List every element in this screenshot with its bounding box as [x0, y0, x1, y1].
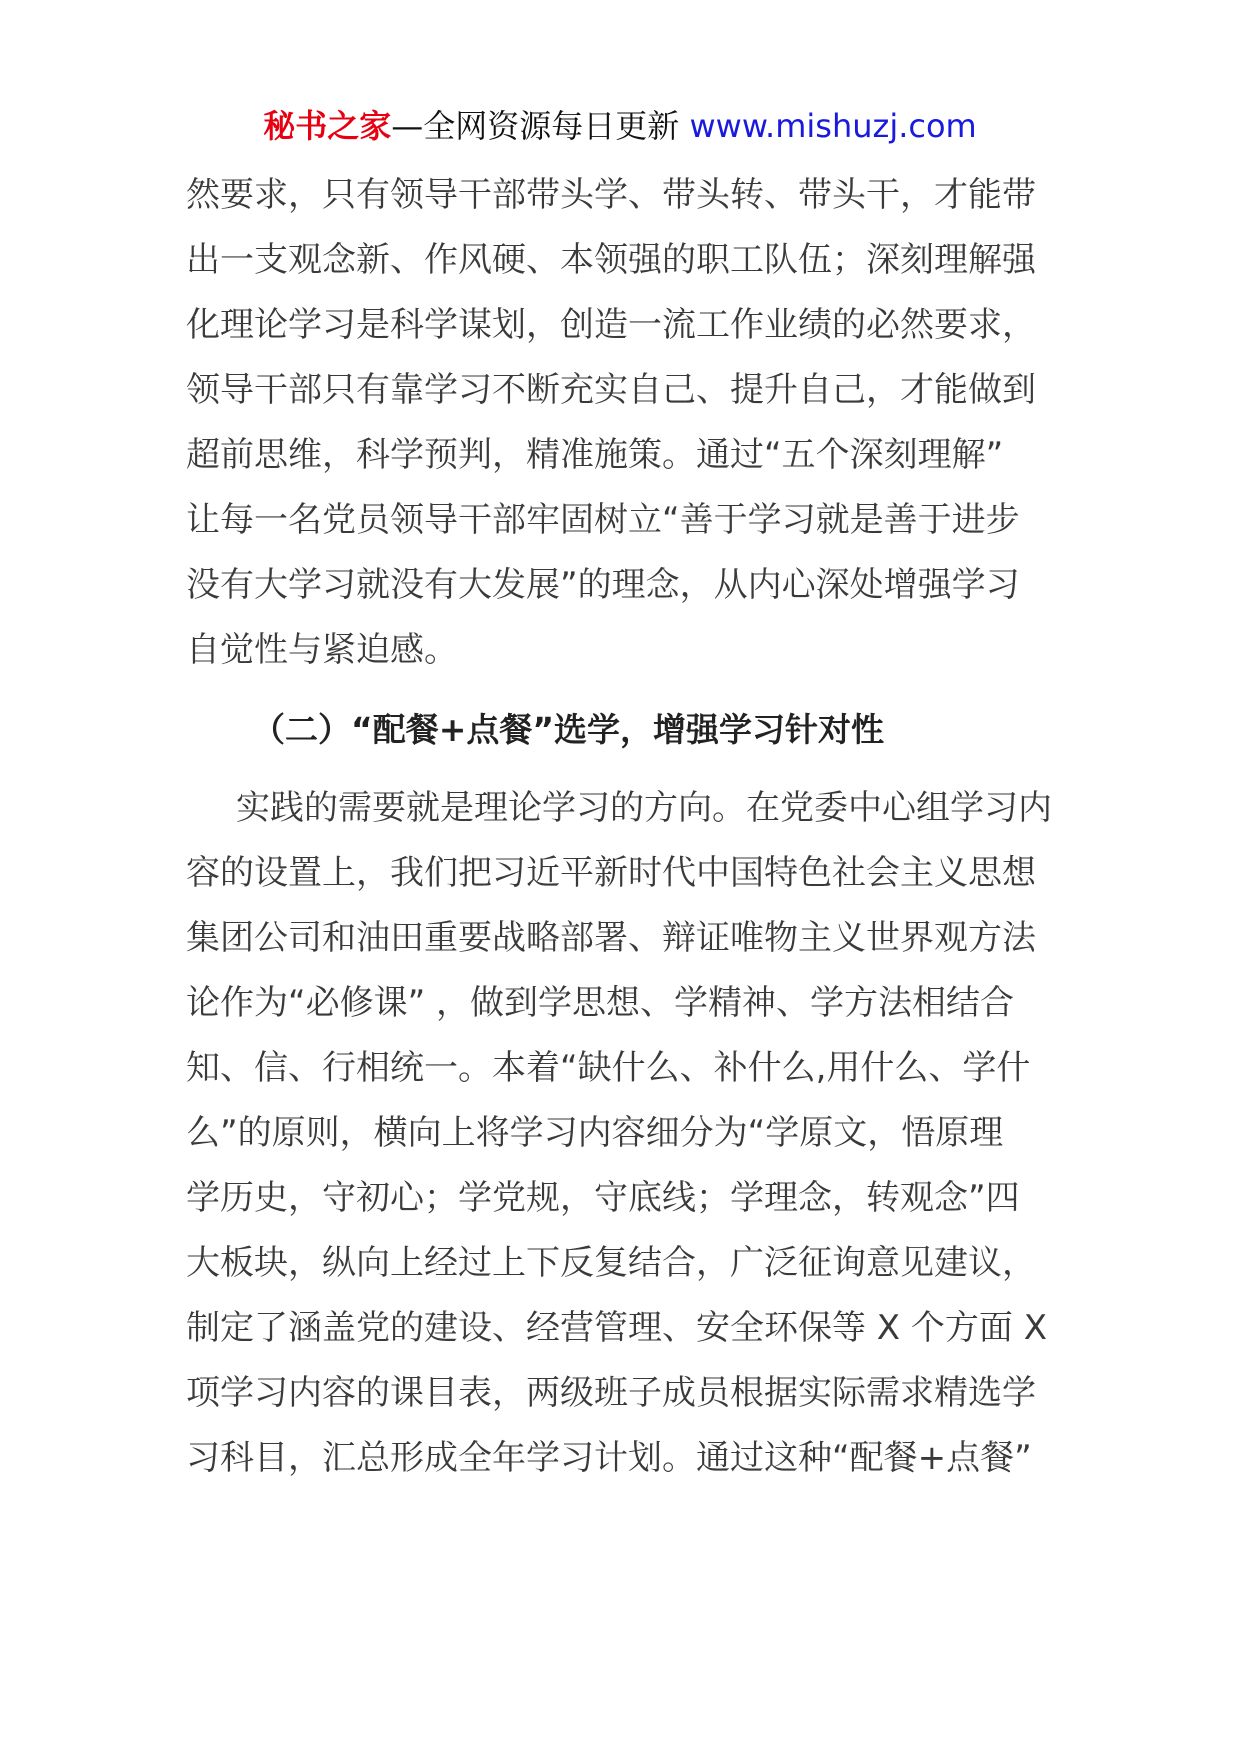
brand-name: 秘书之家 — [263, 107, 392, 145]
text-line: 容的设置上，我们把习近平新时代中国特色社会主义思想 — [186, 853, 1036, 893]
text-line: 超前思维，科学预判，精准施策。通过“五个深刻理解” — [186, 435, 1004, 475]
text-line: 知、信、行相统一。本着“缺什么、补什么,用什么、学什 — [186, 1048, 1031, 1088]
document-body — [186, 163, 1054, 1491]
text-line: 项学习内容的课目表，两级班子成员根据实际需求精选学 — [186, 1373, 1036, 1413]
text-line: 习科目，汇总形成全年学习计划。通过这种“配餐+点餐” — [186, 1438, 1032, 1478]
text-line: 论作为“必修课” ，做到学思想、学精神、学方法相结合 — [186, 983, 1015, 1023]
text-line: 然要求，只有领导干部带头学、带头转、带头干，才能带 — [186, 175, 1036, 215]
text-line: 学历史，守初心；学党规，守底线；学理念，转观念”四 — [186, 1178, 1020, 1218]
text-line: 化理论学习是科学谋划，创造一流工作业绩的必然要求， — [186, 305, 1036, 345]
text-line: 集团公司和油田重要战略部署、辩证唯物主义世界观方法 — [186, 918, 1036, 958]
text-line: 出一支观念新、作风硬、本领强的职工队伍；深刻理解强 — [186, 240, 1036, 280]
paragraph-1 — [186, 163, 1054, 683]
text-line: 实践的需要就是理论学习的方向。在党委中心组学习内 — [236, 788, 1052, 828]
text-line: 没有大学习就没有大发展”的理念，从内心深处增强学习 — [186, 565, 1020, 605]
section-heading: （二）“配餐+点餐”选学，增强学习针对性 — [252, 710, 885, 749]
text-line: 么”的原则，横向上将学习内容细分为“学原文，悟原理 — [186, 1113, 1004, 1153]
text-line: 领导干部只有靠学习不断充实自己、提升自己，才能做到 — [186, 370, 1036, 410]
header-tagline: 全网资源每日更新 — [423, 107, 680, 145]
text-line: 制定了涵盖党的建设、经营管理、安全环保等 X 个方面 X — [186, 1308, 1048, 1348]
text-line: 让每一名党员领导干部牢固树立“善于学习就是善于进步 — [186, 500, 1020, 540]
paragraph-2 — [186, 776, 1054, 1491]
header-url[interactable]: www.mishuzj.com — [689, 107, 977, 145]
header-separator: — — [391, 107, 424, 145]
text-line: 自觉性与紧迫感。 — [186, 630, 458, 670]
text-line: 大板块，纵向上经过上下反复结合，广泛征询意见建议， — [186, 1243, 1036, 1283]
page-header — [0, 104, 1240, 148]
